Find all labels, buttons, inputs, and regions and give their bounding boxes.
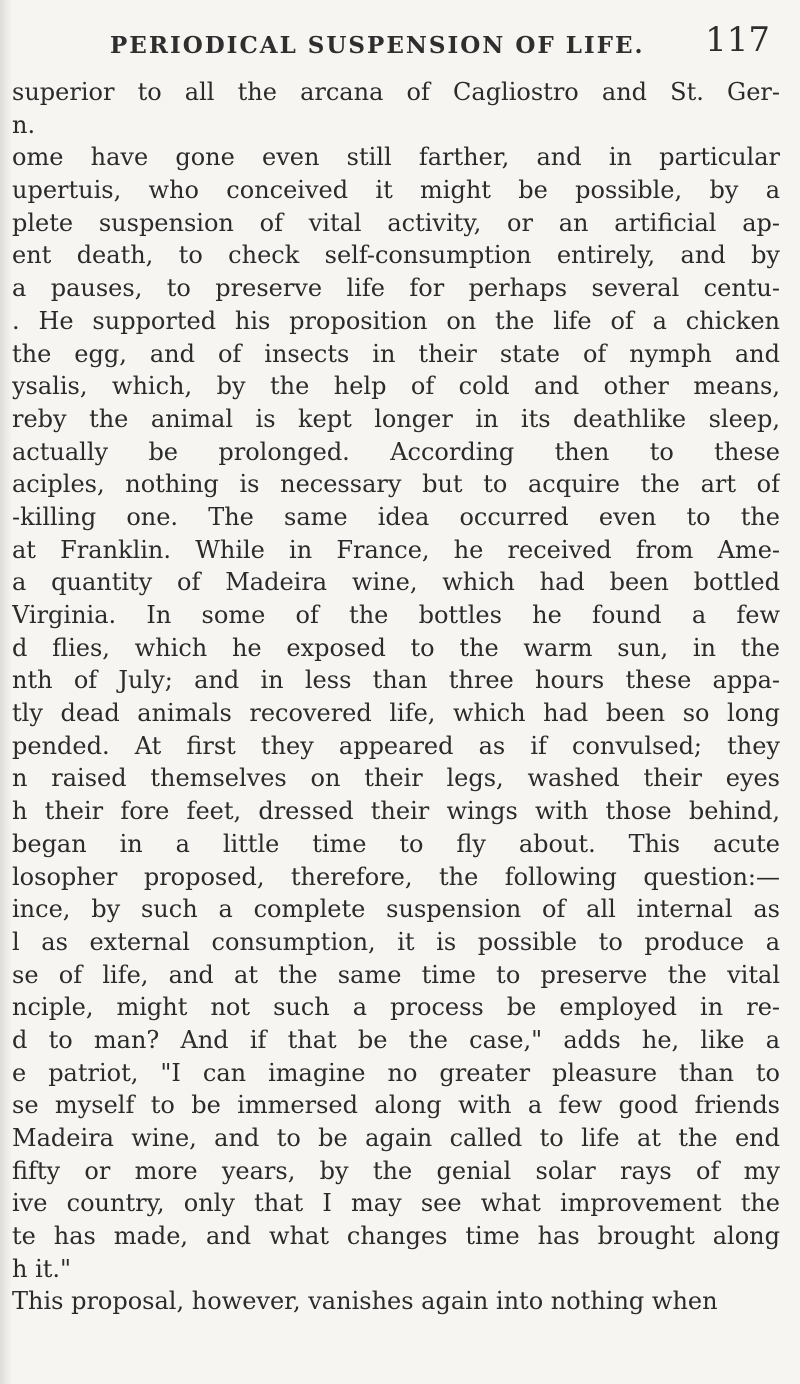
text-line: fifty or more years, by the genial solar rays of my (12, 1156, 780, 1185)
text-line: e patriot, "I can imagine no greater pleasure than to (12, 1058, 780, 1087)
text-line: se myself to be immersed along with a few good friends (12, 1091, 780, 1120)
text-line: began in a little time to fly about. This acute (12, 829, 780, 858)
text-line: Madeira wine, and to be again called to life at the end (12, 1124, 780, 1152)
text-line: Virginia. In some of the bottles he found a few (12, 601, 780, 629)
text-line: ome have gone even still farther, and in particular (12, 143, 780, 172)
text-line: te has made, and what changes time has brought along (12, 1222, 780, 1251)
text-line: ive country, only that I may see what improvement the (12, 1189, 780, 1218)
text-line: actually be prolonged. According then to these (12, 437, 780, 466)
running-title: PERIODICAL SUSPENSION OF LIFE. (110, 32, 645, 59)
text-line: ysalis, which, by the help of cold and other means, (12, 372, 780, 401)
text-line: losopher proposed, therefore, the following question:— (12, 862, 780, 891)
text-line: d flies, which he exposed to the warm sun, in the (12, 633, 780, 662)
text-line: h their fore feet, dressed their wings with those behind, (12, 797, 780, 826)
text-line: pended. At first they appeared as if convulsed; they (12, 731, 780, 760)
text-line: -killing one. The same idea occurred even to the (12, 502, 780, 531)
text-line: h it." (12, 1254, 72, 1283)
text-line: This proposal, however, vanishes again into nothing when (12, 1287, 718, 1316)
text-line: aciples, nothing is necessary but to acquire the art of (12, 470, 780, 499)
text-line: ince, by such a complete suspension of all internal as (12, 895, 780, 924)
text-line: reby the animal is kept longer in its deathlike sleep, (12, 404, 780, 433)
text-line: the egg, and of insects in their state of nymph and (12, 339, 780, 368)
page-number: 117 (705, 20, 770, 60)
text-line: nciple, might not such a process be employed in re- (12, 993, 780, 1022)
text-line: nth of July; and in less than three hours these appa- (12, 666, 780, 695)
running-head (110, 20, 780, 68)
text-line: d to man? And if that be the case," adds he, like a (12, 1025, 780, 1054)
text-line: l as external consumption, it is possible to produce a (12, 927, 780, 956)
text-line: . He supported his proposition on the life of a chicken (12, 306, 780, 335)
text-line: a pauses, to preserve life for perhaps several centu- (12, 274, 780, 303)
page-gutter-shadow (0, 0, 12, 1384)
text-line: n. (12, 110, 36, 139)
body-text (12, 76, 780, 1318)
text-line: n raised themselves on their legs, washed their eyes (12, 764, 780, 793)
text-line: plete suspension of vital activity, or an artificial ap- (12, 208, 780, 237)
text-line: se of life, and at the same time to preserve the vital (12, 960, 780, 989)
text-line: a quantity of Madeira wine, which had been bottled (12, 568, 780, 597)
text-line: upertuis, who conceived it might be possible, by a (12, 176, 780, 205)
text-line: superior to all the arcana of Cagliostro and St. Ger- (12, 78, 780, 106)
text-line: tly dead animals recovered life, which had been so long (12, 699, 780, 728)
text-line: at Franklin. While in France, he received from Ame- (12, 535, 780, 564)
text-line: ent death, to check self-consumption entirely, and by (12, 241, 780, 270)
